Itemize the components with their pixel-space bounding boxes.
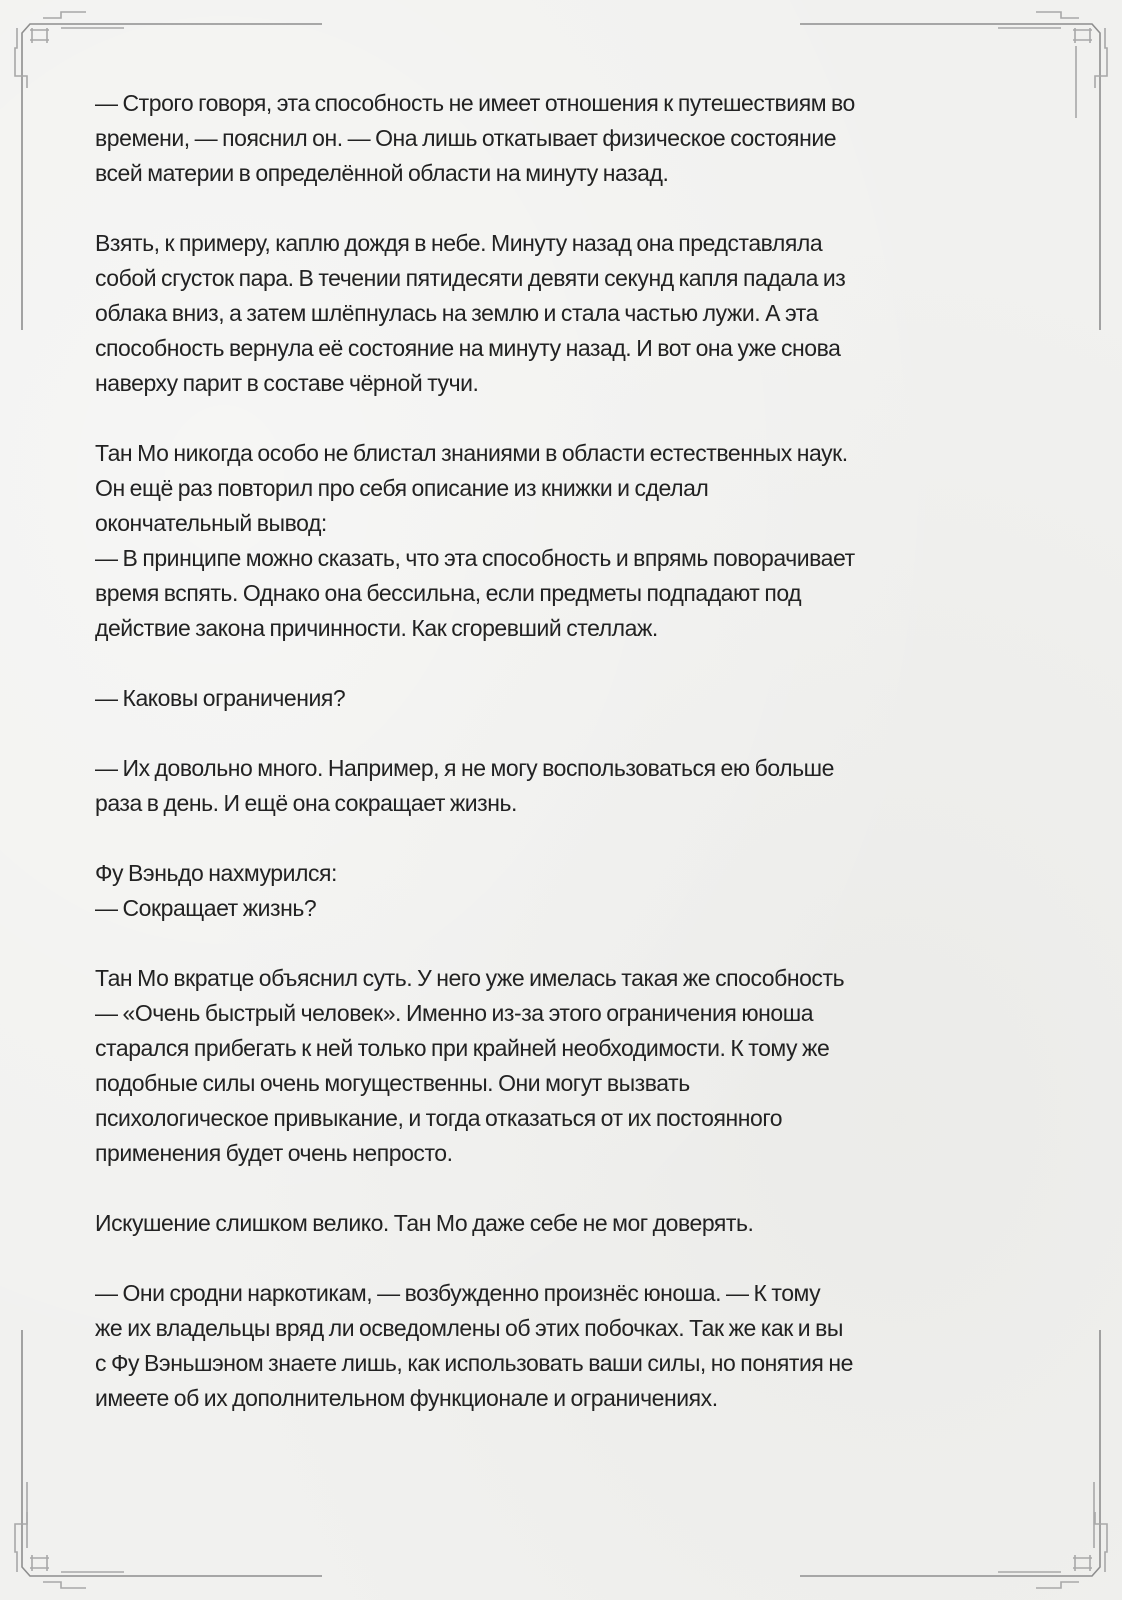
text-line: действие закона причинности. Как сгоревший стеллаж. [95,615,658,641]
text-line: наверху парит в составе чёрной тучи. [95,370,479,396]
paragraph [95,1276,1055,1416]
text-line: облака вниз, а затем шлёпнулась на землю и стала частью лужи. А эта [95,300,818,326]
text-line: окончательный вывод: [95,510,327,536]
body-text [95,86,1055,1416]
text-line: применения будет очень непросто. [95,1140,453,1166]
paragraph [95,681,1055,716]
text-line: старался прибегать к ней только при крайней необходимости. К тому же [95,1035,830,1061]
text-line: имеете об их дополнительном функционале и ограничениях. [95,1385,718,1411]
paragraph-gap [95,401,1055,436]
text-line: Фу Вэньдо нахмурился: [95,860,337,886]
text-line: всей материи в определённой области на минуту назад. [95,160,669,186]
text-line: — Каковы ограничения? [95,685,346,711]
text-line: — Они сродни наркотикам, — возбужденно произнёс юноша. — К тому [95,1280,821,1306]
paragraph-gap [95,821,1055,856]
text-line: Он ещё раз повторил про себя описание из книжки и сделал [95,475,709,501]
text-line: Искушение слишком велико. Тан Мо даже себе не мог доверять. [95,1210,754,1236]
text-line: времени, — пояснил он. — Она лишь откатывает физическое состояние [95,125,837,151]
text-line: — Сокращает жизнь? [95,895,317,921]
paragraph-gap [95,1241,1055,1276]
text-line: психологическое привыкание, и тогда отказаться от их постоянного [95,1105,783,1131]
paragraph [95,751,1055,821]
text-line: — Строго говоря, эта способность не имеет отношения к путешествиям во [95,90,855,116]
paragraph [95,86,1055,191]
paragraph-gap [95,646,1055,681]
paragraph-gap [95,926,1055,961]
text-line: — «Очень быстрый человек». Именно из-за этого ограничения юноша [95,1000,814,1026]
small-square-ornament [1073,28,1092,43]
paragraph-gap [95,1171,1055,1206]
paragraph [95,436,1055,646]
paragraph [95,226,1055,401]
paragraph [95,856,1055,926]
text-line: время вспять. Однако она бессильна, если предметы подпадают под [95,580,802,606]
small-square-ornament [30,28,49,43]
text-line: с Фу Вэньшэном знаете лишь, как использовать ваши силы, но понятия не [95,1350,853,1376]
text-line: подобные силы очень могущественны. Они могут вызвать [95,1070,690,1096]
paragraph [95,1206,1055,1241]
text-line: Взять, к примеру, каплю дождя в небе. Минуту назад она представляла [95,230,823,256]
paragraph-gap [95,716,1055,751]
small-square-ornament [30,1555,49,1571]
small-square-ornament [1073,1555,1092,1571]
text-line: — Их довольно много. Например, я не могу воспользоваться ею больше [95,755,835,781]
text-line: же их владельцы вряд ли осведомлены об этих побочках. Так же как и вы [95,1315,843,1341]
text-line: способность вернула её состояние на минуту назад. И вот она уже снова [95,335,841,361]
text-line: раза в день. И ещё она сокращает жизнь. [95,790,517,816]
text-line: — В принципе можно сказать, что эта способность и впрямь поворачивает [95,545,855,571]
paragraph-gap [95,191,1055,226]
text-line: Тан Мо никогда особо не блистал знаниями в области естественных наук. [95,440,848,466]
text-line: Тан Мо вкратце объяснил суть. У него уже имелась такая же способность [95,965,845,991]
text-line: собой сгусток пара. В течении пятидесяти девяти секунд капля падала из [95,265,846,291]
paragraph [95,961,1055,1171]
